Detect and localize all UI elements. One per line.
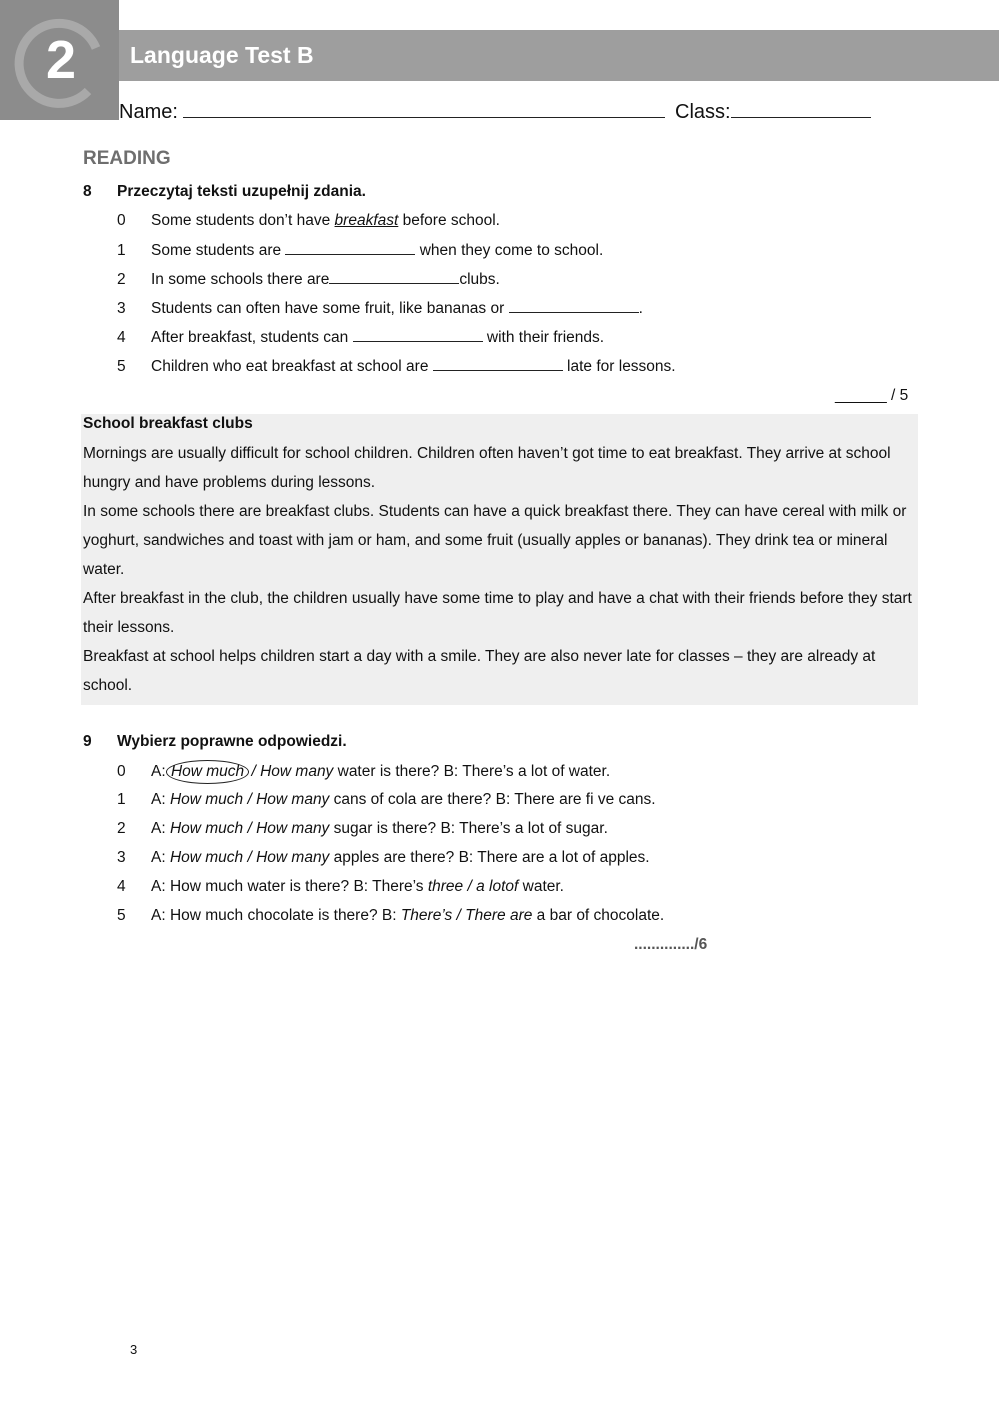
item-text: clubs. <box>459 271 500 288</box>
item-text: water. <box>518 878 564 895</box>
option-separator: / <box>452 907 466 924</box>
option-separator: / <box>247 763 261 780</box>
option-2[interactable]: How many <box>256 820 330 837</box>
class-label: Class: <box>675 101 731 123</box>
circled-option[interactable]: How much <box>166 760 249 784</box>
item-text: A: <box>151 763 170 780</box>
item-number: 5 <box>117 358 126 375</box>
option-separator: / <box>463 878 477 895</box>
option-2[interactable]: How many <box>260 763 334 780</box>
item-text: before school. <box>398 212 500 229</box>
answer-blank-4[interactable] <box>353 326 483 342</box>
ex8-item-2 <box>117 268 917 291</box>
exercise-9-score: ............../6 <box>634 936 708 953</box>
page-number: 3 <box>130 1342 138 1357</box>
ex8-item-0 <box>117 210 917 232</box>
class-field[interactable] <box>731 99 871 118</box>
ex9-item-2 <box>117 818 917 840</box>
item-text: apples are there? B: There are a lot of apples. <box>329 849 650 866</box>
ex8-item-5 <box>117 355 917 378</box>
page-title: Language Test B <box>130 42 314 68</box>
item-text: Some students don’t have <box>151 212 335 229</box>
item-text: late for lessons. <box>562 358 676 375</box>
item-text: In some schools there are <box>151 271 330 288</box>
exercise-8-score: ______ / 5 <box>835 387 909 404</box>
item-text: . <box>638 300 643 317</box>
reading-title: School breakfast clubs <box>83 415 253 432</box>
section-heading: READING <box>83 148 171 169</box>
reading-paragraph: After breakfast in the club, the children usually have some time to play and have a chat with their friends before they start their lessons. <box>83 590 912 636</box>
unit-number: 2 <box>45 30 77 90</box>
item-number: 1 <box>117 791 126 808</box>
item-text: sugar is there? B: There’s a lot of sugar. <box>329 820 608 837</box>
name-class-line <box>119 99 871 125</box>
option-1[interactable]: There’s <box>400 907 453 924</box>
option-2[interactable]: How many <box>256 849 330 866</box>
exercise-8-instruction: Przeczytaj teksti uzupełnij zdania. <box>117 183 366 200</box>
item-text: After breakfast, students can <box>151 329 353 346</box>
item-text: Children who eat breakfast at school are <box>151 358 433 375</box>
item-number: 3 <box>117 300 126 317</box>
exercise-9-number: 9 <box>83 733 92 750</box>
reading-paragraph: Breakfast at school helps children start a day with a smile. They are also never late for classes – they are already at school. <box>83 648 876 694</box>
option-1[interactable]: How much <box>169 820 244 837</box>
item-text: water is there? B: There’s a lot of water. <box>333 763 611 780</box>
ex8-item-3 <box>117 297 917 320</box>
option-separator: / <box>243 820 257 837</box>
answer-blank-5[interactable] <box>433 355 563 371</box>
name-label: Name: <box>119 101 178 123</box>
item-number: 0 <box>117 212 126 229</box>
option-2[interactable]: How many <box>256 791 330 808</box>
item-text: when they come to school. <box>415 242 604 259</box>
item-text: A: <box>151 791 170 808</box>
example-answer: breakfast <box>334 212 399 229</box>
option-2[interactable]: a lotof <box>476 878 519 895</box>
item-text: a bar of chocolate. <box>532 907 665 924</box>
title-bar <box>119 30 999 81</box>
item-text: A: How much chocolate is there? B: <box>151 907 401 924</box>
item-text: A: <box>151 820 170 837</box>
item-number: 4 <box>117 329 126 346</box>
unit-badge <box>0 0 119 120</box>
ex8-item-4 <box>117 326 917 349</box>
exercise-9-instruction: Wybierz poprawne odpowiedzi. <box>117 733 347 750</box>
reading-text-box <box>81 414 918 705</box>
option-separator: / <box>243 849 257 866</box>
item-text: A: <box>151 849 170 866</box>
option-1[interactable]: three <box>427 878 464 895</box>
answer-blank-1[interactable] <box>285 239 415 255</box>
item-number: 3 <box>117 849 126 866</box>
ex8-item-1 <box>117 239 917 262</box>
name-field[interactable] <box>183 99 665 118</box>
exercise-8-number: 8 <box>83 183 92 200</box>
ex9-item-3 <box>117 847 917 869</box>
ex9-item-4 <box>117 876 917 898</box>
reading-paragraph: Mornings are usually difficult for school children. Children often haven’t got time to eat breakfast. They arrive at school hungry and have problems during lessons. <box>83 445 891 491</box>
item-number: 2 <box>117 820 126 837</box>
option-1[interactable]: How much <box>169 849 244 866</box>
item-number: 1 <box>117 242 126 259</box>
reading-paragraph: In some schools there are breakfast clubs. Students can have a quick breakfast there. They can have cereal with milk or yoghurt, sandwiches and toast with jam or ham, and some fruit (usually apples or bananas). They drink tea or mineral water. <box>83 503 907 578</box>
item-number: 5 <box>117 907 126 924</box>
item-number: 4 <box>117 878 126 895</box>
item-number: 0 <box>117 763 126 780</box>
answer-blank-3[interactable] <box>509 297 639 313</box>
item-text: cans of cola are there? B: There are fi ve cans. <box>329 791 656 808</box>
item-text: A: How much water is there? B: There’s <box>151 878 428 895</box>
ex9-item-5 <box>117 905 917 927</box>
option-separator: / <box>243 791 257 808</box>
option-2[interactable]: There are <box>465 907 533 924</box>
item-text: Some students are <box>151 242 286 259</box>
option-1[interactable]: How much <box>169 791 244 808</box>
item-number: 2 <box>117 271 126 288</box>
ex9-item-1 <box>117 789 917 811</box>
ex9-item-0 <box>117 760 917 784</box>
item-text: Students can often have some fruit, like bananas or <box>151 300 509 317</box>
item-text: with their friends. <box>482 329 605 346</box>
answer-blank-2[interactable] <box>329 268 459 284</box>
